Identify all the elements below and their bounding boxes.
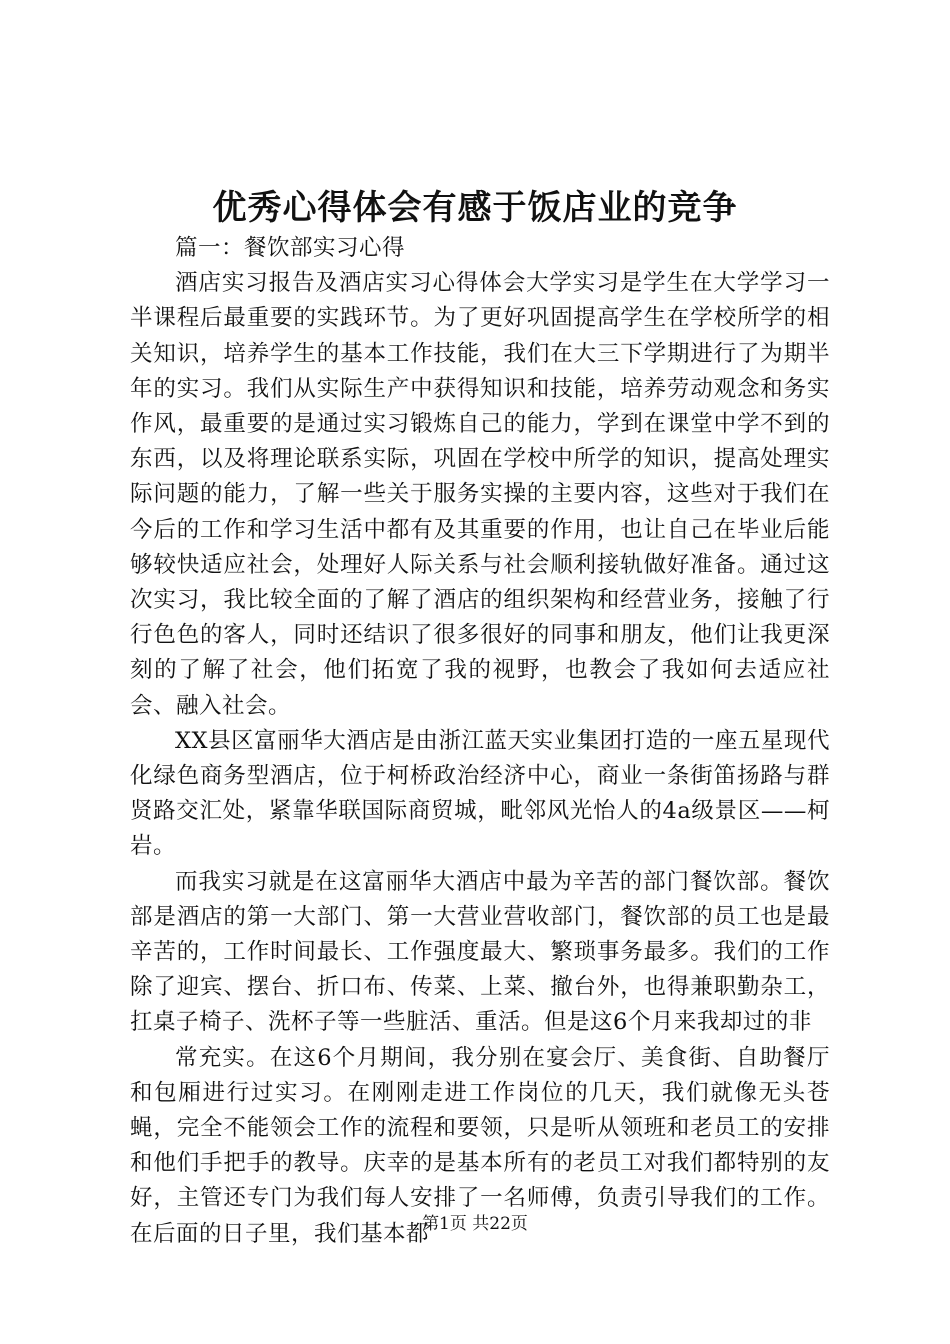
- section-heading: 篇一：餐饮部实习心得: [175, 235, 406, 261]
- paragraph: 常充实。在这6个月期间，我分别在宴会厅、美食街、自助餐厅和包厢进行过实习。在刚刚走进工作岗位的几天，我们就像无头苍蝇，完全不能领会工作的流程和要领，只是听从领班和老员工的安排和他们手把手的教导。庆幸的是基本所有的老员工对我们都特别的友好，主管还专门为我们每人安排了一名师傅，负责引导我们的工作。在后面的日子里，我们基本都: [130, 1044, 830, 1247]
- paragraph: 酒店实习报告及酒店实习心得体会大学实习是学生在大学学习一半课程后最重要的实践环节。为了更好巩固提高学生在学校所学的相关知识，培养学生的基本工作技能，我们在大三下学期进行了为期半年的实习。我们从实际生产中获得知识和技能，培养劳动观念和务实作风，最重要的是通过实习锻炼自己的能力，学到在课堂中学不到的东西，以及将理论联系实际，巩固在学校中所学的知识，提高处理实际问题的能力，了解一些关于服务实操的主要内容，这些对于我们在今后的工作和学习生活中都有及其重要的作用，也让自己在毕业后能够较快适应社会，处理好人际关系与社会顺利接轨做好准备。通过这次实习，我比较全面的了解了酒店的组织架构和经营业务，接触了行行色色的客人，同时还结识了很多很好的同事和朋友，他们让我更深刻的了解了社会，他们拓宽了我的视野，也教会了我如何去适应社会、融入社会。: [130, 270, 830, 719]
- page-number-footer: 第1页 共22页: [422, 1214, 528, 1234]
- document-title: 优秀心得体会有感于饭店业的竞争: [212, 188, 738, 228]
- paragraph: XX县区富丽华大酒店是由浙江蓝天实业集团打造的一座五星现代化绿色商务型酒店，位于柯桥政治经济中心，商业一条街笛扬路与群贤路交汇处，紧靠华联国际商贸城，毗邻风光怡人的4a级景区——柯岩。: [130, 727, 830, 860]
- paragraph: 而我实习就是在这富丽华大酒店中最为辛苦的部门餐饮部。餐饮部是酒店的第一大部门、第一大营业营收部门，餐饮部的员工也是最辛苦的，工作时间最长、工作强度最大、繁琐事务最多。我们的工作除了迎宾、摆台、折口布、传菜、上菜、撤台外，也得兼职勤杂工，扛桌子椅子、洗杯子等一些脏活、重活。但是这6个月来我却过的非: [130, 868, 830, 1036]
- document-body: [130, 231, 830, 1252]
